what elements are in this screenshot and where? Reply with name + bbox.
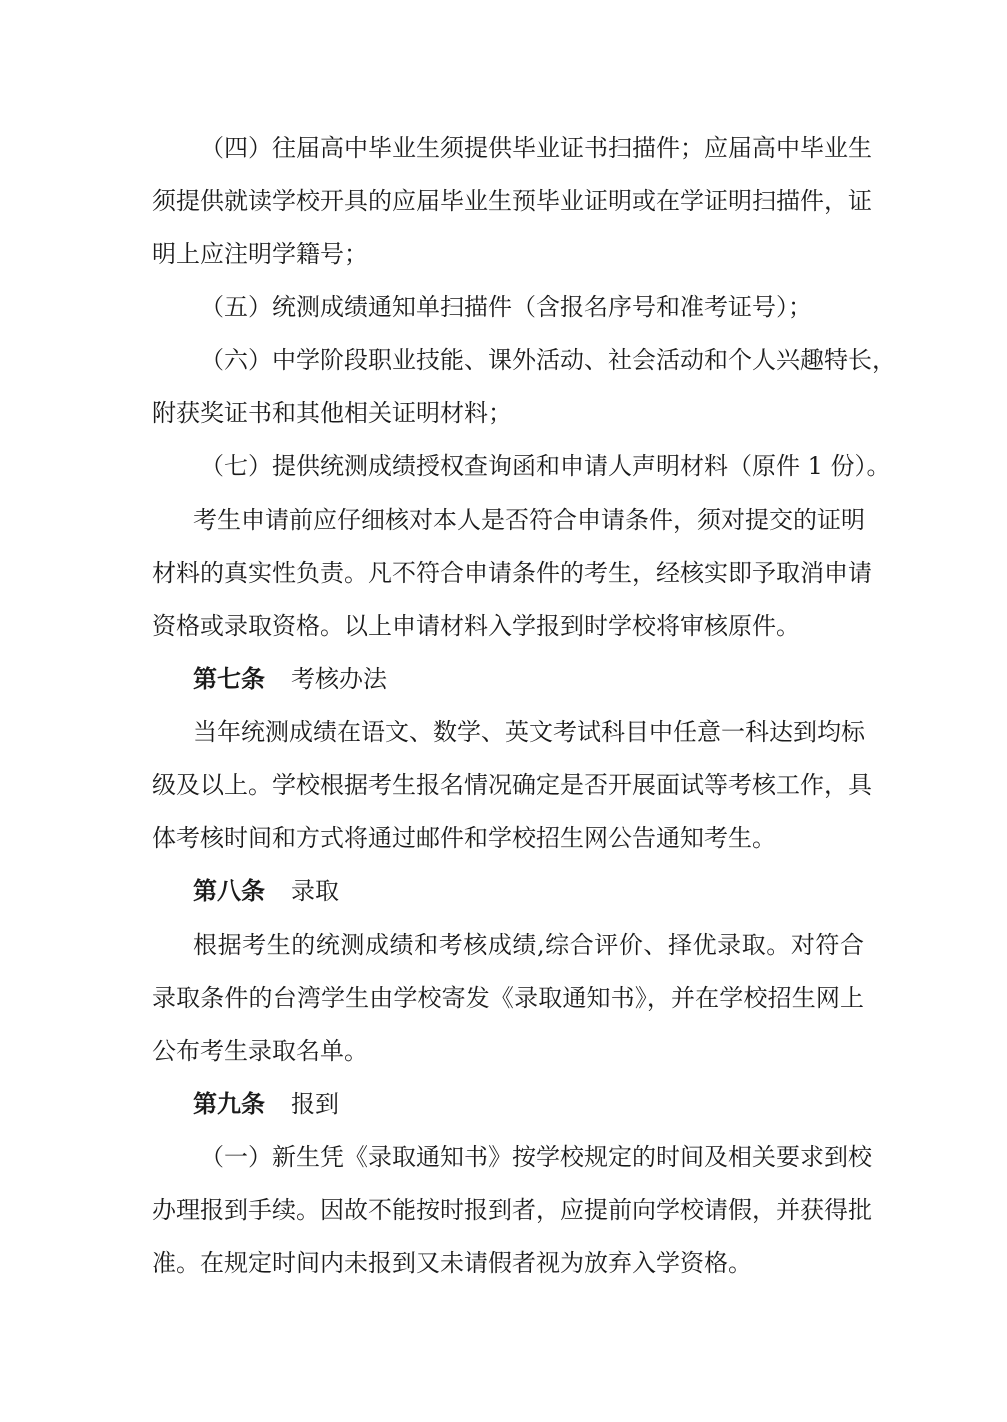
article8-line3: 公布考生录取名单。 — [152, 1037, 368, 1065]
article8-line1: 根据考生的统测成绩和考核成绩,综合评价、择优录取。对符合 — [193, 931, 864, 959]
note-line1: 考生申请前应仔细核对本人是否符合申请条件，须对提交的证明 — [193, 506, 865, 534]
article9-label: 第九条 — [193, 1089, 265, 1118]
article7-label: 第七条 — [193, 664, 265, 693]
item4-line3: 明上应注明学籍号； — [152, 240, 368, 268]
article7-line3: 体考核时间和方式将通过邮件和学校招生网公告通知考生。 — [152, 824, 776, 852]
article9-line3: 准。在规定时间内未报到又未请假者视为放弃入学资格。 — [152, 1249, 752, 1277]
article7-line2: 级及以上。学校根据考生报名情况确定是否开展面试等考核工作，具 — [152, 771, 872, 799]
item4-line2: 须提供就读学校开具的应届毕业生预毕业证明或在学证明扫描件，证 — [152, 187, 872, 215]
item5-line1: （五）统测成绩通知单扫描件（含报名序号和准考证号）； — [200, 293, 812, 321]
article9-title: 报到 — [291, 1090, 339, 1118]
note-line2: 材料的真实性负责。凡不符合申请条件的考生，经核实即予取消申请 — [152, 559, 872, 587]
item6-line2: 附获奖证书和其他相关证明材料； — [152, 399, 512, 427]
article7-line1: 当年统测成绩在语文、数学、英文考试科目中任意一科达到均标 — [193, 718, 865, 746]
article7-title: 考核办法 — [291, 665, 387, 693]
article8-line2: 录取条件的台湾学生由学校寄发《录取通知书》，并在学校招生网上 — [152, 984, 864, 1012]
note-line3: 资格或录取资格。以上申请材料入学报到时学校将审核原件。 — [152, 612, 800, 640]
item6-line1: （六）中学阶段职业技能、课外活动、社会活动和个人兴趣特长， — [200, 346, 896, 374]
item4-line1: （四）往届高中毕业生须提供毕业证书扫描件；应届高中毕业生 — [200, 134, 872, 162]
article9-line1: （一）新生凭《录取通知书》按学校规定的时间及相关要求到校 — [200, 1143, 872, 1171]
article8-heading — [193, 874, 864, 908]
article7-heading — [193, 662, 864, 696]
article9-heading — [193, 1087, 864, 1121]
article8-label: 第八条 — [193, 876, 265, 905]
item7-line1: （七）提供统测成绩授权查询函和申请人声明材料（原件 1 份）。 — [200, 452, 891, 480]
article9-line2: 办理报到手续。因故不能按时报到者，应提前向学校请假，并获得批 — [152, 1196, 872, 1224]
article8-title: 录取 — [291, 877, 339, 905]
